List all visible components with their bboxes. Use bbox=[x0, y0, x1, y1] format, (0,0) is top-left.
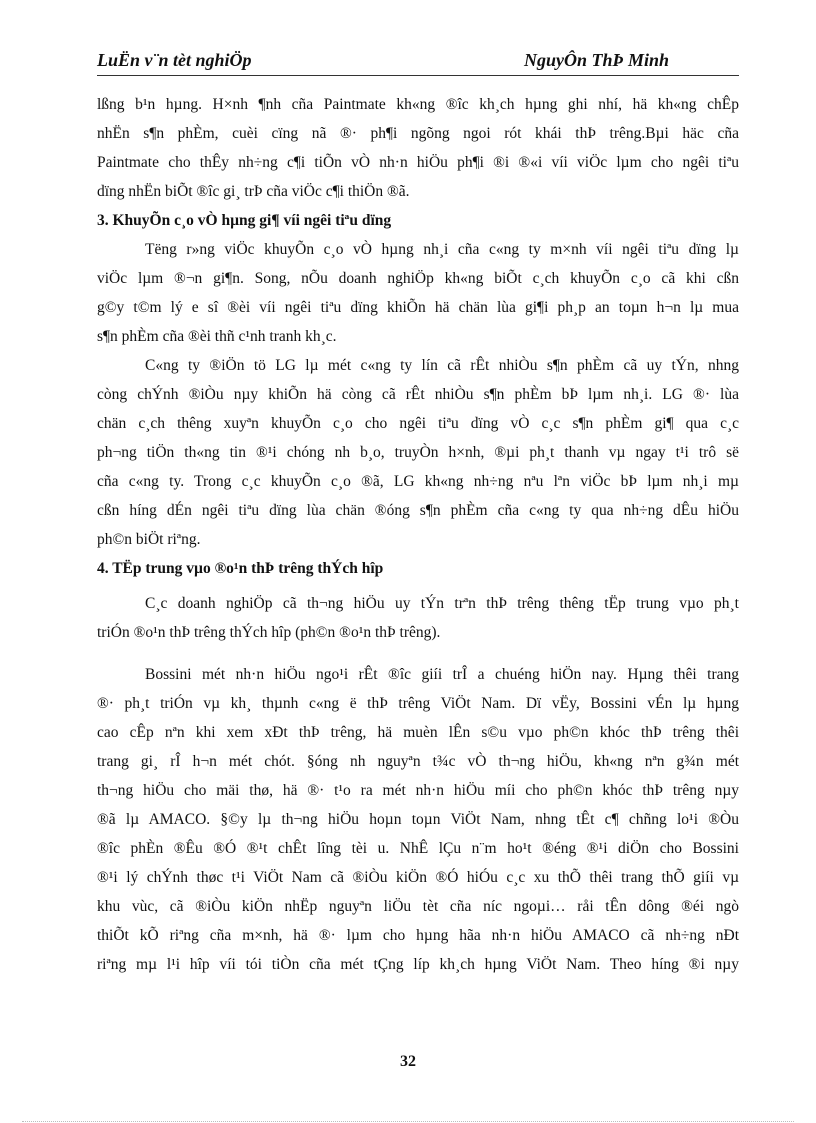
page-number: 32 bbox=[400, 1053, 416, 1070]
document-body bbox=[97, 90, 739, 979]
header-divider bbox=[97, 75, 739, 76]
text-line: viÖc lµm ®¬n gi¶n. Song, nÕu doanh nghiÖp kh«ng biÕt c¸ch khuyÕn c¸o cã khi cßn bbox=[97, 270, 739, 287]
text-line: triÓn ®o¹n thÞ trêng thÝch hîp (ph©n ®o¹n thÞ trêng). bbox=[97, 624, 441, 641]
text-line: C¸c doanh nghiÖp cã th¬ng hiÖu uy tÝn trªn thÞ trêng thêng tËp trung vµo ph¸t bbox=[145, 595, 739, 612]
text-line: Paintmate cho thÊy nh÷ng c¶i tiÕn vÒ nh·n hiÖu ph¶i ®i ®«i víi viÖc lµm cho ngêi tiªu bbox=[97, 154, 739, 171]
text-line: riªng mµ l¹i hîp víi tói tiÒn cña mét tÇng líp kh¸ch hµng ViÖt Nam. Theo híng ®i nµy bbox=[97, 956, 739, 973]
text-line: khu vùc, cã ®iÒu kiÖn nhËp nguyªn liÖu tèt cña níc ngoµi… råi tÊn dông ®éi ngò bbox=[97, 898, 739, 915]
text-line: cña c«ng ty. Trong c¸c khuyÕn c¸o ®ã, LG kh«ng nh÷ng nªu lªn viÖc bÞ lµm nh¸i mµ bbox=[97, 473, 739, 490]
section-heading-3: 3. KhuyÕn c¸o vÒ hµng gi¶ víi ngêi tiªu dïng bbox=[97, 212, 392, 229]
text-line: ®ã lµ AMACO. §©y lµ th¬ng hiÖu hoµn toµn ViÖt Nam, nhng tÊt c¶ chñng lo¹i ®Òu bbox=[97, 811, 739, 828]
text-line: C«ng ty ®iÖn tö LG lµ mét c«ng ty lín cã rÊt nhiÒu s¶n phÈm cã uy tÝn, nhng bbox=[145, 357, 739, 374]
text-line: thiÕt kÕ riªng cña m×nh, hä ®· lµm cho hµng hãa nh·n hiÖu AMACO cã nh÷ng nÐt bbox=[97, 927, 739, 944]
text-line: ®· ph¸t triÓn vµ kh¸ thµnh c«ng ë thÞ trêng ViÖt Nam. Dï vËy, Bossini vÉn lµ hµng bbox=[97, 695, 739, 712]
text-line: ph©n biÖt riªng. bbox=[97, 531, 201, 548]
paragraph-5 bbox=[97, 660, 739, 979]
header-author-name: NguyÔn ThÞ Minh bbox=[523, 50, 669, 70]
text-line: lßng b¹n hµng. H×nh ¶nh cña Paintmate kh«ng ®îc kh¸ch hµng ghi nhí, hä kh«ng chÊp bbox=[97, 96, 739, 113]
paragraph-1 bbox=[97, 90, 739, 206]
text-line: nhËn s¶n phÈm, cuèi cïng nã ®· ph¶i ngõng ngoi rót khái thÞ trêng.Bµi häc cña bbox=[97, 125, 739, 142]
running-header bbox=[97, 48, 739, 74]
page-bottom-edge bbox=[22, 1121, 794, 1122]
text-line: cßn híng dÉn ngêi tiªu dïng lùa chän ®óng s¶n phÈm cña c«ng ty qua nh÷ng dÊu hiÖu bbox=[97, 502, 739, 519]
paragraph-2 bbox=[97, 235, 739, 351]
section-heading-4: 4. TËp trung vµo ®o¹n thÞ trêng thÝch hîp bbox=[97, 560, 384, 577]
text-line: chän c¸ch thêng xuyªn khuyÕn c¸o cho ngêi tiªu dïng vÒ c¸c s¶n phÈm gi¶ qua c¸c bbox=[97, 415, 739, 432]
text-line: Bossini mét nh·n hiÖu ngo¹i rÊt ®îc giíi trÎ a chuéng hiÖn nay. Hµng thêi trang bbox=[145, 666, 739, 683]
text-line: ph¬ng tiÖn th«ng tin ®¹i chóng nh b¸o, truyÒn h×nh, ®µi ph¸t thanh vµ ngay t¹i trô së bbox=[97, 444, 739, 461]
paragraph-3 bbox=[97, 351, 739, 554]
text-line: cao cÊp nªn khi xem xÐt thÞ trêng, hä muèn lÊn s©u vµo ph©n khóc thÞ trêng thêi bbox=[97, 724, 739, 741]
spacer bbox=[97, 647, 739, 660]
text-line: ®¹i lý chÝnh thøc t¹i ViÖt Nam cã ®iÒu kiÖn ®Ó hiÓu c¸c xu thÕ thêi trang thÕ giíi vµ bbox=[97, 869, 739, 886]
paragraph-4 bbox=[97, 589, 739, 647]
text-line: s¶n phÈm cña ®èi thñ c¹nh tranh kh¸c. bbox=[97, 328, 337, 345]
text-line: Tëng r»ng viÖc khuyÕn c¸o vÒ hµng nh¸i cña c«ng ty m×nh víi ngêi tiªu dïng lµ bbox=[145, 241, 739, 258]
text-line: g©y t©m lý e sî ®èi víi ngêi tiªu dïng khiÕn hä chän lùa gi¶i ph¸p an toµn h¬n lµ mua bbox=[97, 299, 739, 316]
text-line: trang gi¸ rÎ h¬n mét chót. §óng nh nguyªn t¾c vÒ th¬ng hiÖu, kh«ng nªn g¾n mét bbox=[97, 753, 739, 770]
text-line: còng chÝnh ®iÒu nµy khiÕn hä còng cã rÊt nhiÒu s¶n phÈm bÞ lµm nh¸i. LG ®· lùa bbox=[97, 386, 739, 403]
text-line: th¬ng hiÖu cho mäi thø, hä ®· t¹o ra mét nh·n hiÖu míi cho ph©n khóc thÞ trêng nµy bbox=[97, 782, 739, 799]
text-line: dïng nhËn biÕt ®îc gi¸ trÞ cña viÖc c¶i thiÖn ®ã. bbox=[97, 183, 410, 200]
text-line: ®îc phÈn ®Êu ®Ó ®¹t chÊt lîng tèi u. NhÊ lÇu n¨m ho¹t ®éng ®¹i diÖn cho Bossini bbox=[97, 840, 739, 857]
header-thesis-title: LuËn v¨n tèt nghiÖp bbox=[97, 50, 252, 70]
